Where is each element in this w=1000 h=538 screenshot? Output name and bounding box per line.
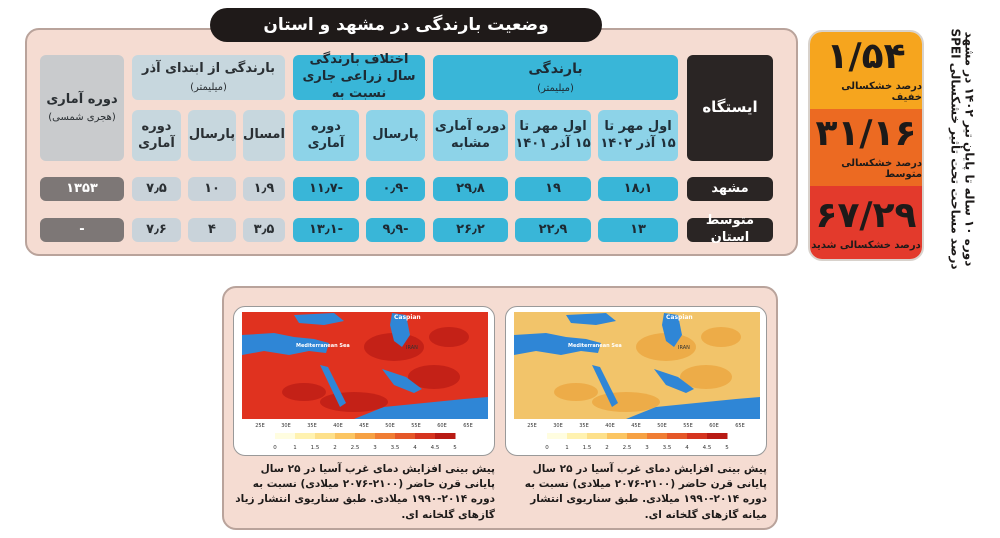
azar-sub-header: دوره آماری: [132, 110, 181, 161]
stat-mild: [810, 32, 922, 109]
legend-swatch: [607, 433, 628, 439]
stat-value: ۳۱/۱۶: [815, 112, 917, 154]
azar-sub-header: پارسال: [188, 110, 236, 161]
rain-value: ۱۸٫۱: [598, 177, 678, 201]
stats-caption: [930, 22, 990, 270]
stat-value: ۱/۵۴: [826, 35, 906, 77]
legend-swatch: [375, 433, 396, 439]
legend-tick-label: 1.5: [310, 445, 320, 451]
diff-value: -۱۱٫۷: [293, 177, 359, 201]
stat-label: درصد خشکسالی متوسط: [841, 157, 922, 180]
legend-swatch: [275, 433, 296, 439]
lon-tick-label: 60E: [437, 423, 447, 429]
legend-tick-label: 4: [413, 445, 417, 451]
lon-tick-label: 45E: [631, 423, 641, 429]
lon-tick-label: 40E: [605, 423, 615, 429]
legend-tick-label: 1: [293, 445, 297, 451]
lon-tick-label: 35E: [307, 423, 317, 429]
heat-patch: [282, 383, 326, 401]
period-unit-label: (هجری شمسی): [48, 112, 116, 124]
legend-tick-label: 0: [273, 445, 277, 451]
legend-swatch: [315, 433, 336, 439]
legend-swatch: [415, 433, 436, 439]
legend-tick-label: 3: [645, 445, 649, 451]
legend-swatch: [647, 433, 668, 439]
legend-swatch: [687, 433, 708, 439]
page-title: وضعیت بارندگی در مشهد و استان: [210, 8, 602, 42]
rain-sub-header: اول مهر تا ۱۵ آذر ۱۴۰۱: [515, 110, 591, 161]
legend-tick-label: 2: [333, 445, 337, 451]
azar-header: [132, 55, 285, 100]
legend-tick-label: 4.5: [702, 445, 712, 451]
diff-sub-header: دوره آماری: [293, 110, 359, 161]
diff-value: -۱۳٫۱: [293, 218, 359, 242]
lon-tick-label: 30E: [281, 423, 291, 429]
map-caption: پیش بینی افزایش دمای غرب آسیا در ۲۵ سال پایانی قرن حاضر (۲۱۰۰-۲۰۷۶ میلادی) نسبت به دوره ۲۰۱۴-۱۹۹۰ میلادی. طبق سناریوی انتشار زیاد گازهای گلخانه ای.: [235, 463, 495, 521]
heat-patch: [592, 392, 660, 412]
period-value: -: [40, 218, 124, 242]
caspian-label: Caspian: [666, 314, 693, 321]
station-header: ایستگاه: [687, 55, 773, 161]
azar-unit-label: (میلیمتر): [190, 81, 227, 93]
iran-label: IRAN: [678, 345, 690, 351]
lon-tick-label: 65E: [463, 423, 473, 429]
legend-swatch: [547, 433, 568, 439]
stat-severe: [810, 186, 922, 261]
lon-tick-label: 60E: [709, 423, 719, 429]
map-card-moderate: [505, 306, 767, 456]
legend-swatch: [567, 433, 588, 439]
legend-tick-label: 4: [685, 445, 689, 451]
diff-value: -۰٫۹: [366, 177, 425, 201]
legend-tick-label: 0: [545, 445, 549, 451]
drought-stats: [808, 30, 924, 261]
legend-swatch: [335, 433, 356, 439]
legend-tick-label: 2.5: [350, 445, 360, 451]
azar-value: ۴: [188, 218, 236, 242]
diff-value: -۹٫۹: [366, 218, 425, 242]
heat-patch: [701, 327, 741, 347]
lon-tick-label: 45E: [359, 423, 369, 429]
legend-swatch: [587, 433, 608, 439]
lon-tick-label: 50E: [657, 423, 667, 429]
azar-sub-header: امسال: [243, 110, 285, 161]
stat-moderate: [810, 109, 922, 186]
diff-header: اختلاف بارندگی سال زراعی جاری نسبت به: [293, 55, 425, 100]
legend-tick-label: 3: [373, 445, 377, 451]
rain-unit-label: (میلیمتر): [537, 82, 574, 94]
rain-value: ۲۶٫۲: [433, 218, 508, 242]
lon-tick-label: 25E: [255, 423, 265, 429]
azar-value: ۳٫۵: [243, 218, 285, 242]
azar-value: ۷٫۶: [132, 218, 181, 242]
period-value: ۱۳۵۳: [40, 177, 124, 201]
azar-header-label: بارندگی از ابتدای آذر: [142, 61, 276, 77]
azar-value: ۱۰: [188, 177, 236, 201]
caspian-label: Caspian: [394, 314, 421, 321]
lon-tick-label: 40E: [333, 423, 343, 429]
legend-tick-label: 1.5: [582, 445, 592, 451]
period-header-label: دوره آماری: [46, 91, 118, 107]
legend-swatch: [667, 433, 688, 439]
lon-tick-label: 55E: [411, 423, 421, 429]
sea-label: Mediterranean Sea: [296, 343, 350, 349]
period-header: [40, 55, 124, 161]
map-card-high: [233, 306, 495, 456]
azar-value: ۷٫۵: [132, 177, 181, 201]
stats-caption-line: درصد مساحت تحت تأثیر خشکسالی SPEI: [948, 28, 963, 270]
rain-header-label: بارندگی: [528, 61, 583, 78]
stat-label: درصد خشکسالی خفیف: [841, 80, 922, 103]
temperature-map: [234, 307, 495, 456]
stats-caption-line: دوره ۱۰ ساله تا پایان تیر ۱۴۰۲ در مشهد: [962, 31, 977, 267]
legend-swatch: [295, 433, 316, 439]
legend-swatch: [435, 433, 456, 439]
legend-tick-label: 5: [725, 445, 729, 451]
sea-label: Mediterranean Sea: [568, 343, 622, 349]
heat-patch: [320, 392, 388, 412]
lon-tick-label: 25E: [527, 423, 537, 429]
legend-tick-label: 1: [565, 445, 569, 451]
station-name: متوسط استان: [687, 218, 773, 242]
rain-value: ۲۲٫۹: [515, 218, 591, 242]
stat-label: درصد خشکسالی شدید: [811, 240, 921, 251]
legend-tick-label: 5: [453, 445, 457, 451]
legend-tick-label: 3.5: [662, 445, 672, 451]
rain-value: ۱۳: [598, 218, 678, 242]
iran-label: IRAN: [406, 345, 418, 351]
lon-tick-label: 55E: [683, 423, 693, 429]
legend-tick-label: 2: [605, 445, 609, 451]
lon-tick-label: 30E: [553, 423, 563, 429]
legend-tick-label: 3.5: [390, 445, 400, 451]
stat-value: ۶۷/۲۹: [815, 195, 917, 236]
legend-swatch: [627, 433, 648, 439]
temperature-map: [506, 307, 767, 456]
station-name: مشهد: [687, 177, 773, 201]
legend-tick-label: 4.5: [430, 445, 440, 451]
heat-patch: [554, 383, 598, 401]
lon-tick-label: 65E: [735, 423, 745, 429]
azar-value: ۱٫۹: [243, 177, 285, 201]
lon-tick-label: 35E: [579, 423, 589, 429]
diff-sub-header: پارسال: [366, 110, 425, 161]
rain-sub-header: دوره آماری مشابه: [433, 110, 508, 161]
lon-tick-label: 50E: [385, 423, 395, 429]
legend-tick-label: 2.5: [622, 445, 632, 451]
rain-sub-header: اول مهر تا ۱۵ آذر ۱۴۰۲: [598, 110, 678, 161]
map-caption: پیش بینی افزایش دمای غرب آسیا در ۲۵ سال پایانی قرن حاضر (۲۱۰۰-۲۰۷۶ میلادی) نسبت به دوره ۲۰۱۴-۱۹۹۰ میلادی. طبق سناریوی انتشار میانه گازهای گلخانه ای.: [524, 463, 767, 521]
legend-swatch: [707, 433, 728, 439]
legend-swatch: [395, 433, 416, 439]
heat-patch: [429, 327, 469, 347]
rain-value: ۲۹٫۸: [433, 177, 508, 201]
legend-swatch: [355, 433, 376, 439]
rain-value: ۱۹: [515, 177, 591, 201]
rain-header: [433, 55, 678, 100]
